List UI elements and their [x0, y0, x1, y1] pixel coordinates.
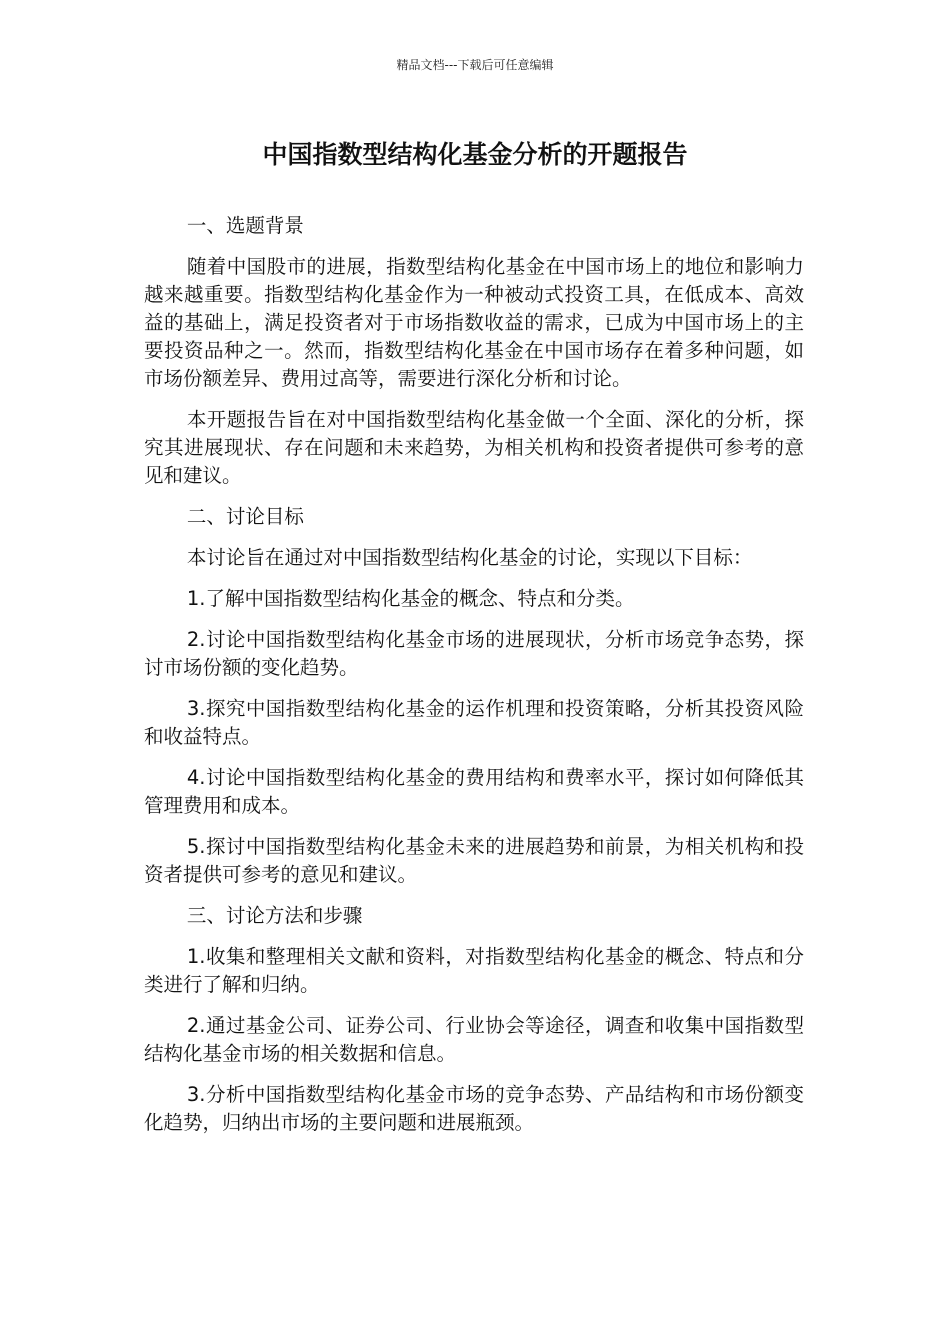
objective-item-1: 1.了解中国指数型结构化基金的概念、特点和分类。 [186, 587, 635, 610]
objective-item-3: 3.探究中国指数型结构化基金的运作机理和投资策略，分析其投资风险和收益特点。 [144, 697, 804, 748]
method-step-3: 3.分析中国指数型结构化基金市场的竞争态势、产品结构和市场份额变化趋势，归纳出市场的主要问题和进展瓶颈。 [144, 1083, 804, 1134]
document-title: 中国指数型结构化基金分析的开题报告 [262, 140, 688, 169]
objective-item-4: 4.讨论中国指数型结构化基金的费用结构和费率水平，探讨如何降低其管理费用和成本。 [144, 766, 804, 817]
section-heading-objectives: 二、讨论目标 [186, 505, 304, 528]
section-heading-background: 一、选题背景 [186, 214, 304, 237]
method-step-2: 2.通过基金公司、证券公司、行业协会等途径，调查和收集中国指数型结构化基金市场的相关数据和信息。 [144, 1014, 804, 1065]
section-heading-methods: 三、讨论方法和步骤 [186, 904, 363, 927]
objective-item-5: 5.探讨中国指数型结构化基金未来的进展趋势和前景，为相关机构和投资者提供可参考的意见和建议。 [144, 835, 804, 886]
page-header: 精品文档---下载后可任意编辑 [396, 58, 554, 72]
document-body [144, 212, 804, 1150]
method-step-1: 1.收集和整理相关文献和资料，对指数型结构化基金的概念、特点和分类进行了解和归纳。 [144, 945, 804, 996]
paragraph-objectives-intro: 本讨论旨在通过对中国指数型结构化基金的讨论，实现以下目标： [186, 546, 753, 569]
objective-item-2: 2.讨论中国指数型结构化基金市场的进展现状，分析市场竞争态势，探讨市场份额的变化趋势。 [144, 628, 804, 679]
paragraph-background-1: 随着中国股市的进展，指数型结构化基金在中国市场上的地位和影响力越来越重要。指数型结构化基金作为一种被动式投资工具，在低成本、高效益的基础上，满足投资者对于市场指数收益的需求，已成为中国市场上的主要投资品种之一。然而，指数型结构化基金在中国市场存在着多种问题，如市场份额差异、费用过高等，需要进行深化分析和讨论。 [144, 255, 804, 390]
paragraph-background-2: 本开题报告旨在对中国指数型结构化基金做一个全面、深化的分析，探究其进展现状、存在问题和未来趋势，为相关机构和投资者提供可参考的意见和建议。 [144, 408, 804, 487]
